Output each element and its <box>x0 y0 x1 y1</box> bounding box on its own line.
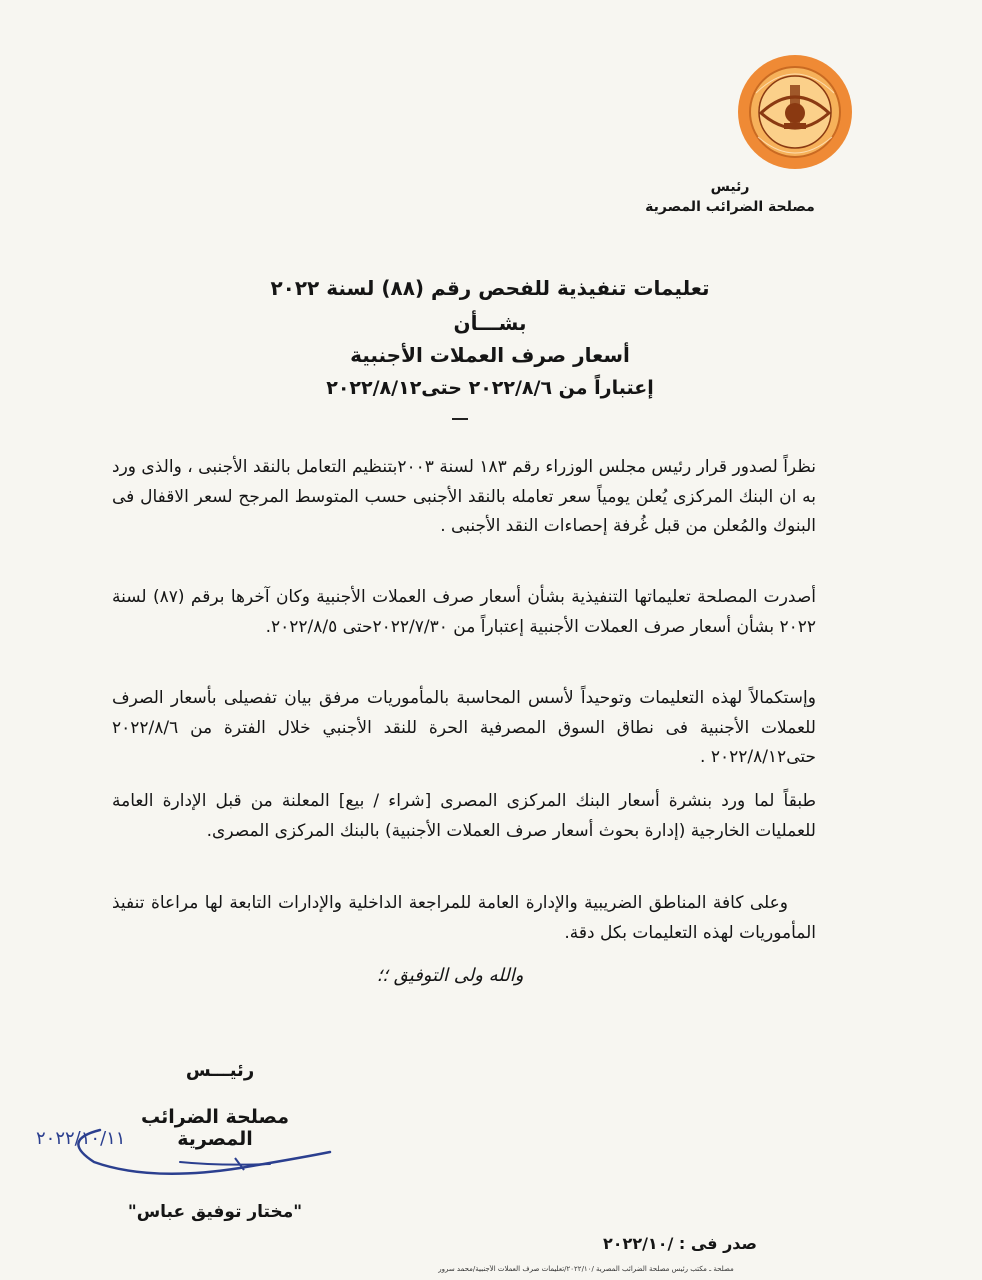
handwritten-signature <box>30 1092 360 1202</box>
header-title-line1: رئيس <box>710 179 750 195</box>
signatory-name: "مختار توفيق عباس" <box>127 1202 303 1222</box>
header-title-line2: مصلحة الضرائب المصرية <box>645 199 815 215</box>
title-divider <box>452 418 468 420</box>
handwritten-date: ٢٠٢٢/١٠/١١ <box>36 1128 126 1149</box>
paragraph-1: نظراً لصدور قرار رئيس مجلس الوزراء رقم ١٨٣ لسنة ٢٠٠٣بتنظيم التعامل بالنقد الأجنبى ، والذى ورد به ان البنك المركزى يُعلن يومياً سعر تعامله بالنقد الأجنبى حسب المتوسط المرجح لسعر الاقفال فى البنوك والمُعلن من قبل غُرفة إحصاءات النقد الأجنبى . <box>112 457 816 537</box>
document-period: إعتباراً من ٢٠٢٢/٨/٦ حتى٢٠٢٢/٨/١٢ <box>326 377 654 399</box>
ministry-seal-logo <box>736 53 854 171</box>
document-reference-footer: مصلحة ـ مكتب رئيس مصلحة الضرائب المصرية /٢٠٢٢/١٠/تعليمات صرف العملات الأجنبية/محمد سرور <box>438 1265 734 1273</box>
document-title: تعليمات تنفيذية للفحص رقم (٨٨) لسنة ٢٠٢٢ <box>270 276 710 300</box>
issue-date: صدر فى : /٢٠٢٢/١٠ <box>603 1234 757 1253</box>
paragraph-4: طبقاً لما ورد بنشرة أسعار البنك المركزى المصرى [شراء / بيع] المعلنة من قبل الإدارة العامة للعمليات الخارجية (إدارة بحوث أسعار صرف العملات الأجنبية) بالبنك المركزى المصرى. <box>112 791 816 841</box>
signatory-authority: مصلحة الضرائب المصرية <box>140 1106 290 1150</box>
paragraph-5: وعلى كافة المناطق الضريبية والإدارة العامة للمراجعة الداخلية والإدارات التابعة لها مراعاة تنفيذ المأموريات لهذه التعليمات بكل دقة. <box>112 893 816 943</box>
signatory-title: رئيـــس <box>185 1060 255 1081</box>
document-subject: أسعار صرف العملات الأجنبية <box>350 343 630 367</box>
paragraph-2: أصدرت المصلحة تعليماتها التنفيذية بشأن أسعار صرف العملات الأجنبية وكان آخرها برقم (٨٧) لسنة ٢٠٢٢ بشأن أسعار صرف العملات الأجنبية إعتباراً من ٢٠٢٢/٧/٣٠حتى ٢٠٢٢/٨/٥. <box>112 587 816 637</box>
document-subject-label: بشـــأن <box>453 311 527 335</box>
closing-phrase: والله ولى التوفيق ؛؛ <box>376 965 524 986</box>
paragraph-3: وإستكمالاً لهذه التعليمات وتوحيداً لأسس المحاسبة بالمأموريات مرفق بيان تفصيلى بأسعار الصرف للعملات الأجنبية فى نطاق السوق المصرفية الحرة للنقد الأجنبي خلال الفترة من ٢٠٢٢/٨/٦ حتى٢٠٢٢/٨/١٢ . <box>112 688 816 768</box>
